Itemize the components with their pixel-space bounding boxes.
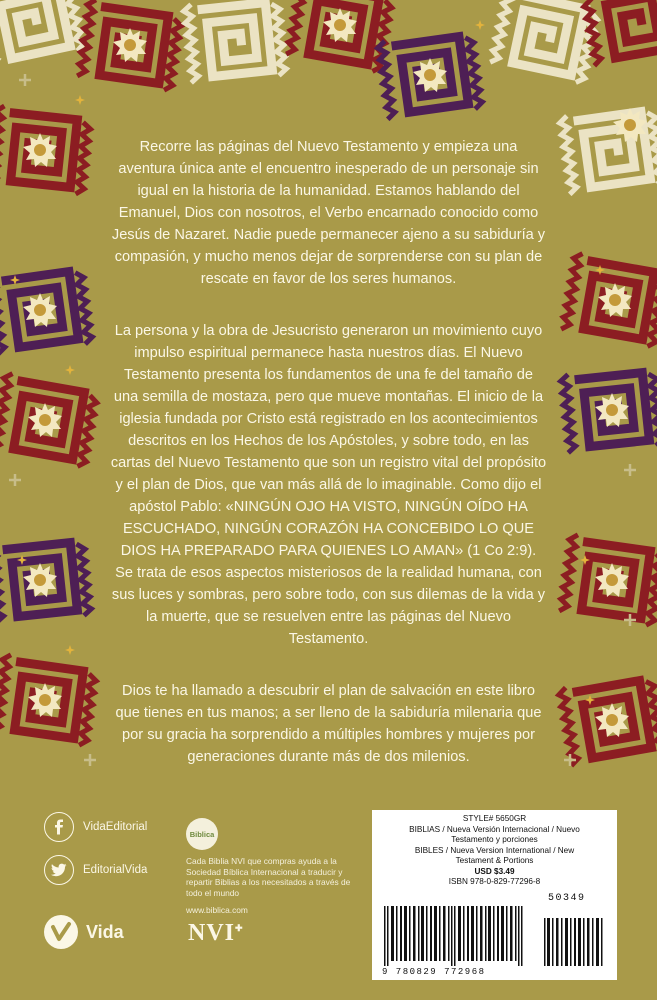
- back-cover-copy: [110, 136, 547, 798]
- facebook-handle: VidaEditorial: [83, 821, 148, 833]
- copy-paragraph-1: Recorre las páginas del Nuevo Testamento y empieza una aventura única ante el encuentro inesperado de un personaje sin igual en la historia de la humanidad. Estamos hablando del Emanuel, Dios con nosotros, el Verbo encarnado conocido como Jesús de Nazaret. Nadie puede permanecer ajeno a su sabiduría y compasión, y mucho menos dejar de sorprenderse con su plan de rescate en favor de los seres humanos.: [111, 139, 546, 287]
- social-twitter[interactable]: [44, 855, 147, 885]
- twitter-handle: EditorialVida: [83, 864, 148, 876]
- nvi-plus-icon: ✚: [235, 923, 244, 933]
- copy-paragraph-3: Dios te ha llamado a descubrir el plan de salvación en este libro que tienes en tus manos; a ser lleno de la sabiduría milenaria que por su gracia ha sorprendido a múltiples hombres y mujeres por generaciones durante más de dos milenios.: [115, 683, 542, 765]
- biblica-logo-text: Biblica: [189, 829, 215, 839]
- category-spanish: BIBLIAS / Nueva Versión Internacional / Nuevo Testamento y porciones: [409, 824, 580, 844]
- barcode-label: [372, 810, 617, 980]
- vida-publisher-logo: [44, 915, 124, 949]
- style-number: STYLE# 5650GR: [462, 814, 527, 823]
- biblica-logo-icon: [186, 818, 218, 850]
- barcode-digits: 9 780829 772968: [382, 967, 486, 977]
- barcode-addon-digits: 50349: [548, 893, 586, 904]
- barcode: [382, 906, 607, 966]
- facebook-icon: [44, 812, 74, 842]
- biblica-url: www.biblica.com: [186, 905, 248, 915]
- copy-paragraph-2: La persona y la obra de Jesucristo generaron un movimiento cuyo impulso espiritual permanece hasta nuestros días. El Nuevo Testamento presenta los fundamentos de una fe del tamaño de una semilla de mostaza, pero que mueve montañas. El inicio de la iglesia fundada por Cristo está registrado en los acontecimientos descritos en los Hechos de los Apóstoles, y sobre todo, en las cartas del Nuevo Testamento que son un registro vital del propósito y el plan de Dios, que van más allá de lo imaginable. Como dijo el apóstol Pablo: «NINGÚN OJO HA VISTO, NINGÚN OÍDO HA ESCUCHADO, NINGÚN CORAZÓN HA CONCEBIDO LO QUE DIOS HA PREPARADO PARA QUIENES LO AMAN» (1 Co 2:9). Se trata de esos aspectos misteriosos de la realidad humana, con sus luces y sombras, pero sobre todo, con sus dilemas de la vida y la muerte, que se resuelven entre las páginas del Nuevo Testamento.: [110, 323, 547, 647]
- biblica-blurb: Cada Biblia NVI que compras ayuda a la Sociedad Bíblica Internacional a traducir y repartir Biblias a los necesitados a través de todo el mundo: [186, 856, 351, 898]
- isbn-label: ISBN 978-0-829-77296-8: [448, 877, 541, 886]
- price: USD $3.49: [474, 866, 515, 876]
- nvi-logo-text: NVI: [188, 920, 236, 946]
- vida-logo-icon: [44, 915, 78, 949]
- nvi-logo: [188, 920, 244, 947]
- category-english: BIBLES / Nueva Version International / New Testament & Portions: [414, 845, 575, 865]
- vida-wordmark: Vida: [86, 921, 124, 942]
- twitter-icon: [44, 855, 74, 885]
- social-facebook[interactable]: [44, 812, 147, 842]
